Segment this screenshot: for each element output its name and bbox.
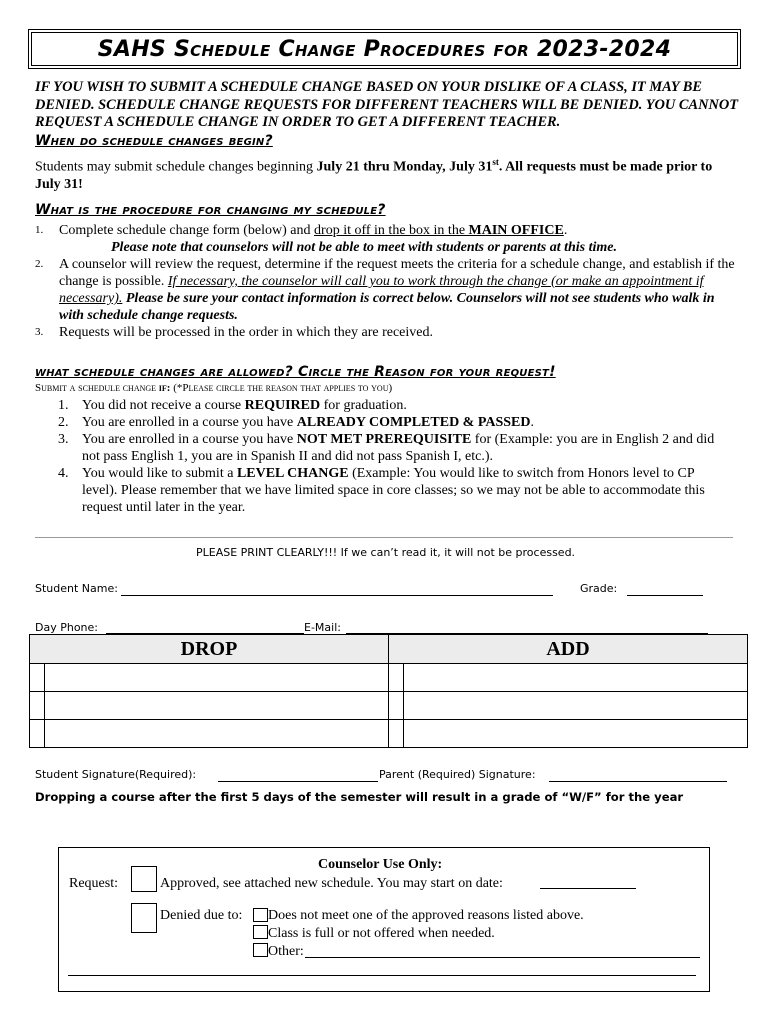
procedure-list <box>35 222 735 341</box>
parent-signature-field[interactable] <box>549 781 727 782</box>
item-number: 1. <box>35 224 44 236</box>
allowed-item-4[interactable] <box>58 465 733 516</box>
drop-course-cell[interactable] <box>44 664 388 692</box>
warning-text: IF YOU WISH TO SUBMIT A SCHEDULE CHANGE BASED ON YOUR DISLIKE OF A CLASS, IT MAY BE DENIED. SCHEDULE CHANGE REQUESTS FOR DIFFERENT TEACHERS WILL BE DENIED. YOU CANNOT REQUEST A SCHEDULE CHANGE IN ORDER TO GET A DIFFERENT TEACHER. <box>35 79 739 130</box>
request-label: Request: <box>69 876 118 891</box>
add-marker-cell[interactable] <box>389 692 404 720</box>
procedure-item-1-underline: drop it off in the box in the <box>314 223 469 238</box>
page-title: SAHS Schedule Change Procedures for 2023-2024 <box>97 36 672 62</box>
student-name-label: Student Name: <box>35 582 118 595</box>
allowed-item-text: You did not receive a course <box>82 398 245 413</box>
allowed-item-tail: . <box>530 415 534 430</box>
reason2-label: Class is full or not offered when needed. <box>268 926 495 941</box>
drop-add-table <box>29 634 748 748</box>
procedure-item-1-period: . <box>563 223 568 238</box>
counselor-title: Counselor Use Only: <box>318 857 443 872</box>
grade-field[interactable] <box>627 595 703 596</box>
section-divider <box>35 537 733 538</box>
other-reason-field[interactable] <box>305 957 700 958</box>
grade-label: Grade: <box>580 582 618 595</box>
allowed-item-2[interactable] <box>58 414 733 431</box>
drop-marker-cell[interactable] <box>30 692 45 720</box>
drop-header: DROP <box>30 635 389 664</box>
drop-marker-cell[interactable] <box>30 664 45 692</box>
drop-course-cell[interactable] <box>44 692 388 720</box>
allowed-item-bold: ALREADY COMPLETED & PASSED <box>296 415 531 430</box>
item-number: 4. <box>58 466 69 481</box>
add-marker-cell[interactable] <box>389 720 404 748</box>
when-lead: Students may submit schedule changes beginning <box>35 159 317 175</box>
allowed-item-tail: for graduation. <box>320 398 407 413</box>
allowed-subheading <box>35 382 392 394</box>
reason2-checkbox[interactable] <box>253 925 268 939</box>
counselor-notes-line[interactable] <box>68 975 696 976</box>
reason1-checkbox[interactable] <box>253 908 268 922</box>
table-row <box>30 720 748 748</box>
allowed-list <box>58 397 733 516</box>
procedure-note: Please note that counselors will not be able to meet with students or parents at this time. <box>111 240 617 255</box>
allowed-item-tail: (Example: You would like to switch from Honors level to CP level). Please remember that we have limited space in core classes; so we may not be able to accommodate this request until later in the year. <box>82 466 705 515</box>
approved-label: Approved, see attached new schedule. You may start on date: <box>160 876 503 891</box>
procedure-item-3 <box>35 324 735 341</box>
procedure-item-3-text: Requests will be processed in the order in which they are received. <box>59 325 433 340</box>
item-number: 2. <box>35 258 44 270</box>
student-signature-label: Student Signature(Required): <box>35 768 197 781</box>
dropping-note: Dropping a course after the first 5 days of the semester will result in a grade of “W/F” for the year <box>35 790 684 804</box>
student-signature-field[interactable] <box>218 781 378 782</box>
start-date-field[interactable] <box>540 888 636 889</box>
procedure-item-1-text: Complete schedule change form (below) and <box>59 223 315 238</box>
allowed-heading: what schedule changes are allowed? Circle the Reason for your request! <box>35 364 556 380</box>
allowed-sub-b: if: <box>158 382 171 394</box>
allowed-item-bold: LEVEL CHANGE <box>236 466 349 481</box>
allowed-sub-a: Submit a schedule change <box>35 382 159 394</box>
table-row <box>30 664 748 692</box>
item-number: 3. <box>58 432 69 447</box>
allowed-item-tail: for (Example: you are in English 2 and did not pass English 1, you are in Spanish II and did not pass Spanish I, etc.). <box>82 432 715 464</box>
add-header: ADD <box>389 635 748 664</box>
allowed-item-1[interactable] <box>58 397 733 414</box>
allowed-item-text: You would like to submit a <box>82 466 237 481</box>
main-office: MAIN OFFICE <box>468 223 564 238</box>
email-label: E-Mail: <box>304 621 341 634</box>
item-number: 1. <box>58 398 69 413</box>
day-phone-label: Day Phone: <box>35 621 98 634</box>
student-name-field[interactable] <box>121 595 553 596</box>
add-course-cell[interactable] <box>403 664 747 692</box>
procedure-item-2-text: A counselor will review the request, determine if the request meets the criteria for a schedule change, and establish if the change is possible. <box>59 257 735 289</box>
allowed-item-3[interactable] <box>58 431 733 465</box>
title-box <box>28 29 741 69</box>
procedure-heading: What is the procedure for changing my schedule? <box>35 202 386 218</box>
allowed-item-bold: NOT MET PREREQUISITE <box>296 432 472 447</box>
procedure-item-2-italic: If necessary, the counselor will call you to work through the change (or make an appointment if necessary). <box>59 274 704 306</box>
when-heading: When do schedule changes begin? <box>35 133 273 149</box>
when-deadline: . All requests must be made prior to July 31! <box>35 159 713 192</box>
add-marker-cell[interactable] <box>389 664 404 692</box>
item-number: 2. <box>58 415 69 430</box>
allowed-item-text: You are enrolled in a course you have <box>82 415 297 430</box>
denied-label: Denied due to: <box>160 908 243 923</box>
drop-course-cell[interactable] <box>44 720 388 748</box>
add-course-cell[interactable] <box>403 692 747 720</box>
reason3-checkbox[interactable] <box>253 943 268 957</box>
allowed-item-text: You are enrolled in a course you have <box>82 432 297 447</box>
print-clearly: PLEASE PRINT CLEARLY!!! If we can’t read it, it will not be processed. <box>196 546 576 559</box>
procedure-item-2-bold: Please be sure your contact information is correct below. Counselors will not see students who walk in with schedule change requests. <box>59 291 715 323</box>
allowed-item-bold: REQUIRED <box>244 398 321 413</box>
when-dates: July 21 thru Monday, July 31 <box>316 159 493 175</box>
item-number: 3. <box>35 326 44 338</box>
parent-signature-label: Parent (Required) Signature: <box>379 768 536 781</box>
drop-marker-cell[interactable] <box>30 720 45 748</box>
table-row <box>30 692 748 720</box>
denied-checkbox[interactable] <box>131 903 157 933</box>
when-sup: st <box>492 157 499 167</box>
reason1-label: Does not meet one of the approved reasons listed above. <box>268 908 584 923</box>
add-course-cell[interactable] <box>403 720 747 748</box>
approved-checkbox[interactable] <box>131 866 157 892</box>
reason3-label: Other: <box>268 944 304 959</box>
allowed-sub-c: (*Please circle the reason that applies to you) <box>170 382 393 394</box>
procedure-item-2 <box>35 256 735 324</box>
procedure-item-1 <box>35 222 735 256</box>
when-text <box>35 154 735 193</box>
